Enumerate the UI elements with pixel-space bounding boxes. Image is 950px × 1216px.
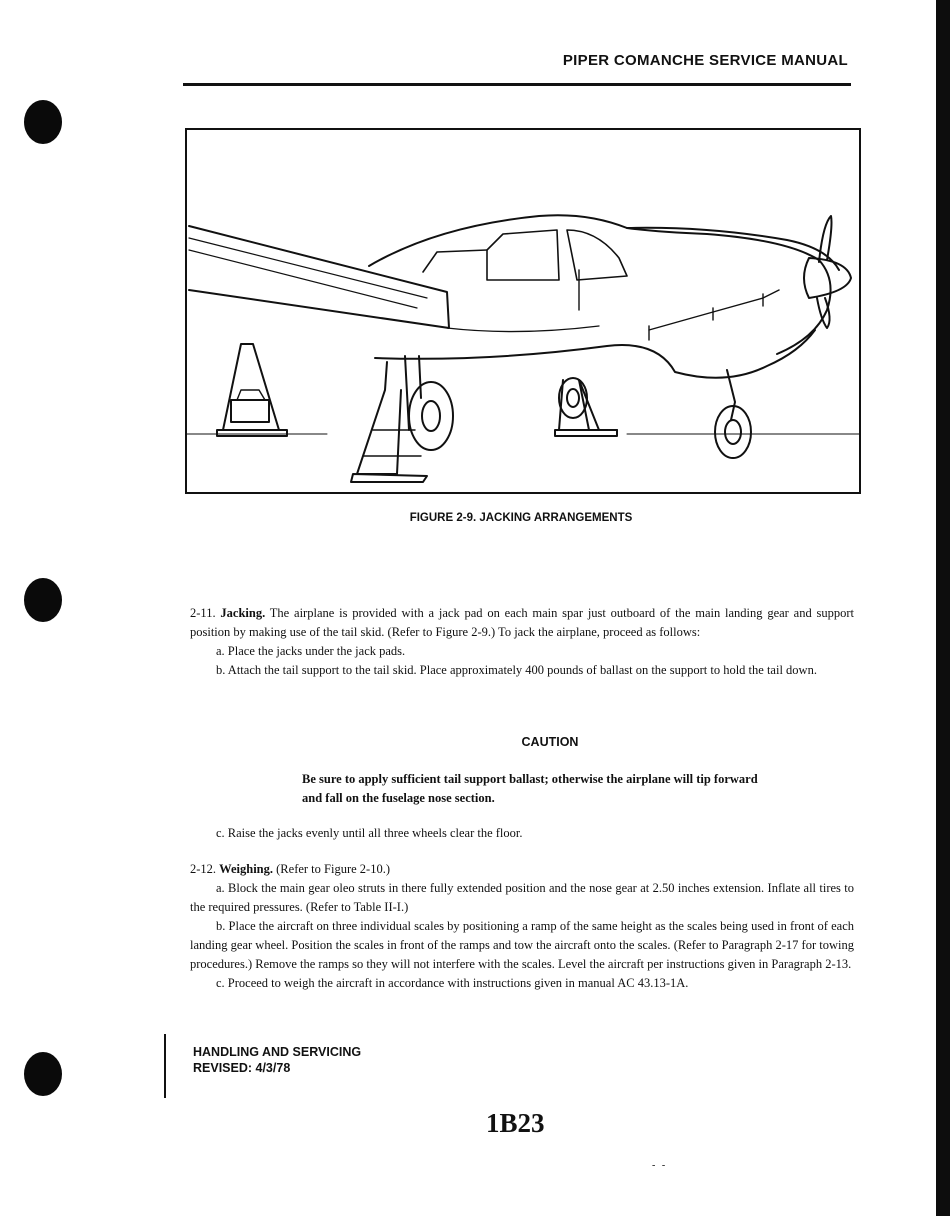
section-intro-text: The airplane is provided with a jack pad on each main spar just outboard of the main landing gear and support position by making use of the tail skid. (Refer to Figure 2-9.) To jack the airplane, proceed as follows:	[190, 606, 855, 639]
step-a-text: a. Place the jacks under the jack pads.	[216, 644, 406, 658]
binder-hole-bottom	[24, 1052, 62, 1096]
section-2-11-block	[190, 604, 854, 680]
footer-revised-date: REVISED: 4/3/78	[193, 1061, 291, 1075]
section-heading: Jacking.	[220, 606, 266, 620]
page-edge-bar	[936, 0, 950, 1216]
step-c-text-block	[190, 824, 854, 843]
footer-block	[193, 1044, 361, 1076]
section-number: 2-11.	[190, 606, 216, 620]
caution-text: Be sure to apply sufficient tail support ballast; otherwise the airplane will tip forward and fall on the fuselage nose section.	[302, 772, 758, 805]
section-heading: Weighing.	[219, 862, 274, 876]
page-code: 1B23	[486, 1108, 545, 1138]
section-2-12-block	[190, 860, 854, 993]
section-number: 2-12.	[190, 862, 217, 876]
step-a-text: a. Block the main gear oleo struts in there fully extended position and the nose gear at 2.50 inches extension. Inflate all tires to the required pressures. (Refer to Table II-I.)	[190, 881, 854, 914]
step-b-text: b. Place the aircraft on three individual scales by positioning a ramp of the same height as the scales being used in front of each landing gear wheel. Position the scales in front of the ramps and tow the aircraft onto the scales. (Refer to Paragraph 2-17 for towing procedures.) Remove the ramps so they will not interfere with the scales. Level the aircraft per instructions given in Paragraph 2-13.	[190, 919, 854, 971]
header-rule	[183, 83, 851, 86]
binder-hole-top	[24, 100, 62, 144]
figure-jacking-illustration	[185, 128, 861, 494]
caution-title: CAUTION	[521, 735, 579, 749]
section-2-11-intro	[190, 604, 854, 642]
step-b-text: b. Attach the tail support to the tail skid. Place approximately 400 pounds of ballast on the support to hold the tail down.	[216, 663, 817, 677]
print-specks: - -	[652, 1160, 668, 1171]
section-intro-text: (Refer to Figure 2-10.)	[276, 862, 390, 876]
figure-caption: FIGURE 2-9. JACKING ARRANGEMENTS	[409, 512, 633, 524]
binder-hole-middle	[24, 578, 62, 622]
footer-section-name: HANDLING AND SERVICING	[193, 1045, 362, 1059]
section-2-12-intro	[190, 860, 854, 879]
footer-change-bar	[164, 1034, 166, 1098]
step-c-text: c. Proceed to weigh the aircraft in accordance with instructions given in manual AC 43.13-1A.	[216, 976, 689, 990]
manual-title: PIPER COMANCHE SERVICE MANUAL	[562, 52, 848, 69]
step-c-text: c. Raise the jacks evenly until all three wheels clear the floor.	[216, 826, 523, 840]
